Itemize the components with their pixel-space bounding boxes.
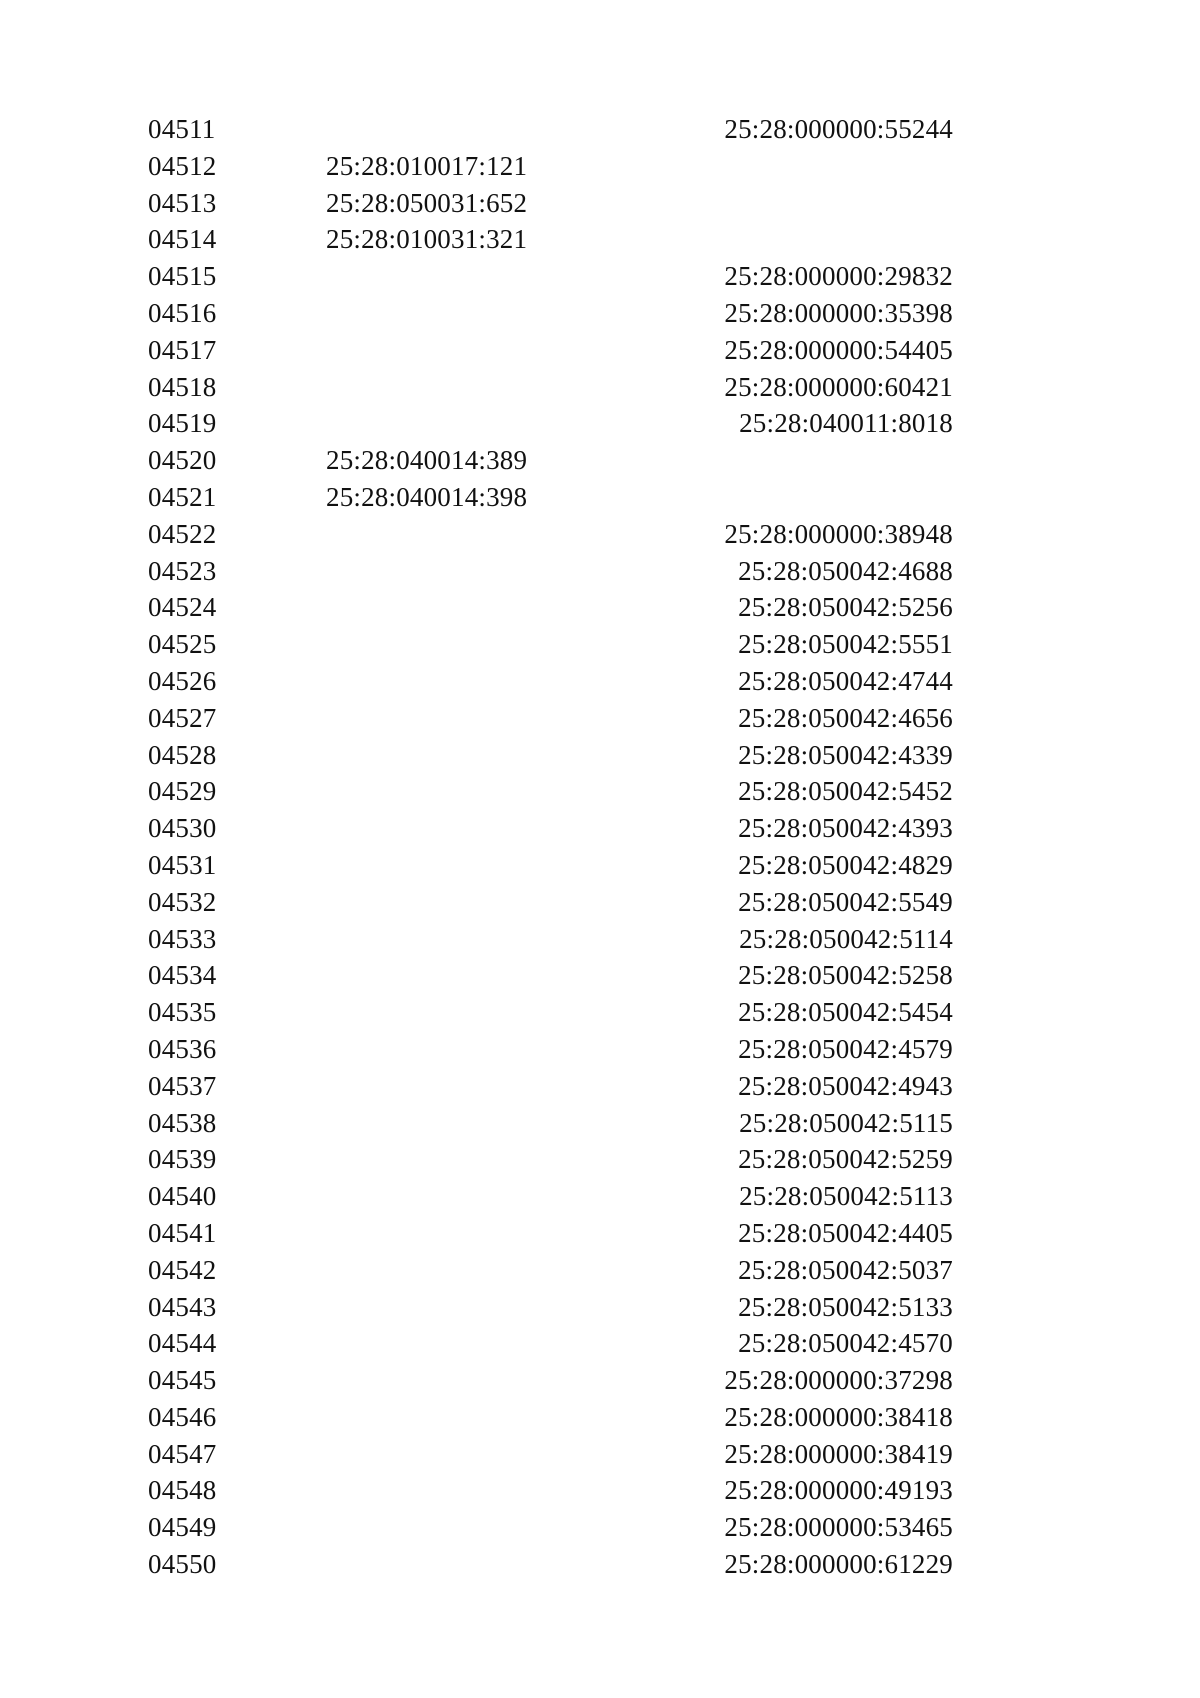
row-number: 04544 (148, 1328, 217, 1359)
row-number: 04532 (148, 886, 217, 917)
row-number: 04547 (148, 1438, 217, 1469)
cadastral-number-col3: 25:28:000000:35398 (724, 297, 953, 328)
row-number: 04529 (148, 776, 217, 807)
cadastral-number-col3: 25:28:050042:5549 (738, 886, 953, 917)
row-number: 04537 (148, 1070, 217, 1101)
table-row (0, 773, 1200, 810)
row-number: 04533 (148, 923, 217, 954)
cadastral-number-col3: 25:28:000000:38948 (724, 518, 953, 549)
table-row (0, 1068, 1200, 1105)
cadastral-number-col3: 25:28:050042:4829 (738, 849, 953, 880)
table-row (0, 884, 1200, 921)
table-row (0, 442, 1200, 479)
table-row (0, 1436, 1200, 1473)
cadastral-number-col3: 25:28:000000:54405 (724, 334, 953, 365)
table-row (0, 1472, 1200, 1509)
table-row (0, 700, 1200, 737)
table-row (0, 405, 1200, 442)
cadastral-number-col3: 25:28:050042:5256 (738, 592, 953, 623)
row-number: 04538 (148, 1107, 217, 1138)
cadastral-number-col3: 25:28:050042:5454 (738, 997, 953, 1028)
row-number: 04525 (148, 629, 217, 660)
row-number: 04546 (148, 1401, 217, 1432)
table-row (0, 1362, 1200, 1399)
row-number: 04516 (148, 297, 217, 328)
row-number: 04550 (148, 1549, 217, 1580)
row-number: 04548 (148, 1475, 217, 1506)
row-number: 04519 (148, 408, 217, 439)
cadastral-number-col3: 25:28:050042:5551 (738, 629, 953, 660)
table-row (0, 663, 1200, 700)
row-number: 04515 (148, 261, 217, 292)
row-number: 04521 (148, 481, 217, 512)
cadastral-number-col3: 25:28:050042:4393 (738, 813, 953, 844)
table-row (0, 148, 1200, 185)
row-number: 04527 (148, 702, 217, 733)
row-number: 04542 (148, 1254, 217, 1285)
row-number: 04520 (148, 445, 217, 476)
row-number: 04522 (148, 518, 217, 549)
cadastral-number-col2: 25:28:010017:121 (326, 150, 528, 181)
table-row (0, 479, 1200, 516)
cadastral-number-col3: 25:28:050042:5115 (739, 1107, 953, 1138)
cadastral-number-col3: 25:28:000000:29832 (724, 261, 953, 292)
cadastral-number-col2: 25:28:040014:389 (326, 445, 528, 476)
table-row (0, 258, 1200, 295)
table-row (0, 1105, 1200, 1142)
row-number: 04528 (148, 739, 217, 770)
row-number: 04539 (148, 1144, 217, 1175)
table-row (0, 847, 1200, 884)
cadastral-number-col3: 25:28:050042:4688 (738, 555, 953, 586)
cadastral-number-col3: 25:28:050042:4744 (738, 665, 953, 696)
table-row (0, 810, 1200, 847)
cadastral-number-table (0, 111, 1200, 1583)
row-number: 04543 (148, 1291, 217, 1322)
table-row (0, 994, 1200, 1031)
row-number: 04545 (148, 1365, 217, 1396)
row-number: 04526 (148, 665, 217, 696)
table-row (0, 553, 1200, 590)
cadastral-number-col3: 25:28:050042:5259 (738, 1144, 953, 1175)
table-row (0, 1141, 1200, 1178)
table-row (0, 1252, 1200, 1289)
cadastral-number-col3: 25:28:000000:49193 (724, 1475, 953, 1506)
table-row (0, 111, 1200, 148)
cadastral-number-col3: 25:28:000000:38419 (724, 1438, 953, 1469)
table-row (0, 1325, 1200, 1362)
table-row (0, 369, 1200, 406)
cadastral-number-col3: 25:28:050042:5113 (739, 1181, 953, 1212)
cadastral-number-col3: 25:28:050042:4570 (738, 1328, 953, 1359)
row-number: 04549 (148, 1512, 217, 1543)
cadastral-number-col3: 25:28:050042:5114 (739, 923, 953, 954)
cadastral-number-col3: 25:28:040011:8018 (739, 408, 953, 439)
table-row (0, 957, 1200, 994)
cadastral-number-col3: 25:28:050042:5258 (738, 960, 953, 991)
cadastral-number-col3: 25:28:000000:61229 (724, 1549, 953, 1580)
table-row (0, 1509, 1200, 1546)
cadastral-number-col3: 25:28:050042:4405 (738, 1217, 953, 1248)
cadastral-number-col2: 25:28:040014:398 (326, 481, 528, 512)
row-number: 04535 (148, 997, 217, 1028)
cadastral-number-col3: 25:28:000000:53465 (724, 1512, 953, 1543)
row-number: 04534 (148, 960, 217, 991)
table-row (0, 1215, 1200, 1252)
cadastral-number-col3: 25:28:050042:5452 (738, 776, 953, 807)
cadastral-number-col3: 25:28:050042:4943 (738, 1070, 953, 1101)
table-row (0, 516, 1200, 553)
row-number: 04514 (148, 224, 217, 255)
cadastral-number-col2: 25:28:010031:321 (326, 224, 528, 255)
table-row (0, 1178, 1200, 1215)
row-number: 04517 (148, 334, 217, 365)
row-number: 04540 (148, 1181, 217, 1212)
table-row (0, 1399, 1200, 1436)
table-row (0, 295, 1200, 332)
cadastral-number-col3: 25:28:000000:37298 (724, 1365, 953, 1396)
cadastral-number-col3: 25:28:000000:60421 (724, 371, 953, 402)
cadastral-number-col2: 25:28:050031:652 (326, 187, 528, 218)
cadastral-number-col3: 25:28:050042:4339 (738, 739, 953, 770)
row-number: 04513 (148, 187, 217, 218)
row-number: 04536 (148, 1033, 217, 1064)
cadastral-number-col3: 25:28:050042:4579 (738, 1033, 953, 1064)
table-row (0, 626, 1200, 663)
row-number: 04530 (148, 813, 217, 844)
row-number: 04518 (148, 371, 217, 402)
cadastral-number-col3: 25:28:000000:38418 (724, 1401, 953, 1432)
row-number: 04524 (148, 592, 217, 623)
table-row (0, 921, 1200, 958)
table-row (0, 185, 1200, 222)
row-number: 04523 (148, 555, 217, 586)
row-number: 04512 (148, 150, 217, 181)
row-number: 04531 (148, 849, 217, 880)
table-row (0, 1546, 1200, 1583)
table-row (0, 221, 1200, 258)
row-number: 04541 (148, 1217, 217, 1248)
table-row (0, 1289, 1200, 1326)
table-row (0, 1031, 1200, 1068)
table-row (0, 589, 1200, 626)
table-row (0, 332, 1200, 369)
table-row (0, 737, 1200, 774)
cadastral-number-col3: 25:28:050042:4656 (738, 702, 953, 733)
cadastral-number-col3: 25:28:000000:55244 (724, 114, 953, 144)
cadastral-number-col3: 25:28:050042:5133 (738, 1291, 953, 1322)
row-number: 04511 (148, 114, 216, 144)
cadastral-number-col3: 25:28:050042:5037 (738, 1254, 953, 1285)
